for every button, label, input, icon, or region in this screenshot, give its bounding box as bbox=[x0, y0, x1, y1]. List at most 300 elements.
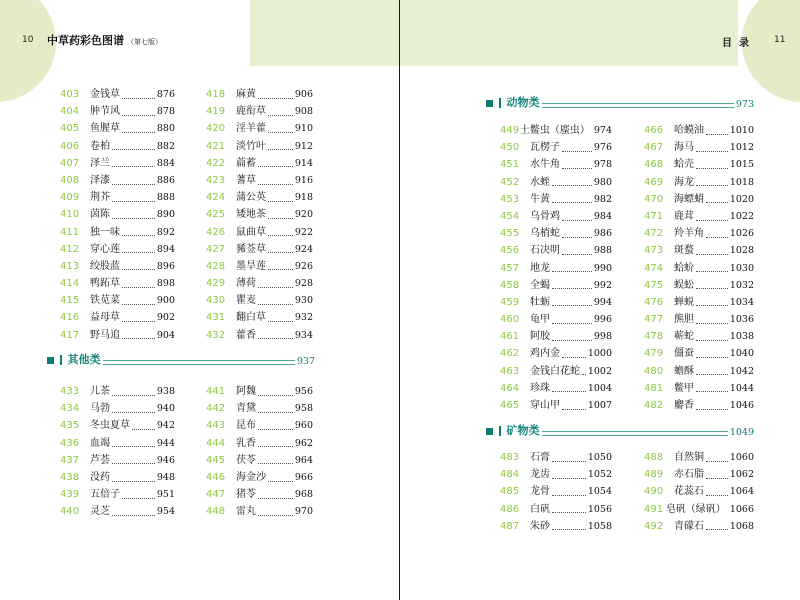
toc-entry[interactable] bbox=[644, 260, 754, 277]
entry-page: 1004 bbox=[587, 382, 612, 394]
dot-leader bbox=[122, 251, 155, 253]
toc-entry[interactable] bbox=[644, 466, 754, 483]
entry-page: 876 bbox=[156, 89, 175, 100]
dot-leader bbox=[552, 460, 586, 462]
entry-number: 429 bbox=[206, 278, 226, 290]
entry-number: 485 bbox=[500, 486, 520, 498]
toc-entry[interactable] bbox=[60, 503, 175, 520]
dot-leader bbox=[122, 114, 155, 116]
entry-number: 461 bbox=[500, 331, 520, 343]
section-rule bbox=[542, 431, 728, 436]
entry-page: 996 bbox=[593, 314, 612, 326]
toc-entry[interactable] bbox=[206, 189, 313, 206]
toc-column bbox=[500, 449, 612, 535]
toc-entry[interactable] bbox=[206, 292, 313, 309]
dot-leader bbox=[706, 236, 728, 238]
dot-leader bbox=[122, 320, 155, 322]
entry-page: 992 bbox=[593, 279, 612, 291]
entry-name: 青黛 bbox=[236, 403, 256, 415]
entry-number: 436 bbox=[60, 437, 80, 449]
entry-name: 五倍子 bbox=[90, 489, 120, 501]
entry-page: 980 bbox=[593, 176, 612, 188]
entry-name: 麻黄 bbox=[236, 89, 256, 100]
entry-number: 439 bbox=[60, 489, 80, 501]
dot-leader bbox=[696, 356, 728, 358]
entry-name: 珍珠 bbox=[530, 382, 550, 394]
entry-number: 441 bbox=[206, 386, 226, 397]
entry-page: 904 bbox=[156, 329, 175, 341]
entry-name: 蟾酥 bbox=[674, 365, 694, 377]
toc-entry[interactable] bbox=[644, 139, 754, 156]
toc-entry[interactable] bbox=[500, 191, 612, 208]
section-rule bbox=[103, 360, 295, 365]
dot-leader bbox=[112, 445, 155, 447]
entry-number: 445 bbox=[206, 454, 226, 466]
dot-leader bbox=[562, 408, 586, 410]
toc-entry[interactable] bbox=[60, 383, 175, 400]
dot-leader bbox=[706, 201, 728, 203]
dot-leader bbox=[258, 183, 293, 185]
entry-number: 454 bbox=[500, 210, 520, 222]
toc-entry[interactable] bbox=[60, 309, 175, 326]
entry-number: 469 bbox=[644, 176, 664, 188]
dot-leader bbox=[132, 428, 155, 430]
dot-leader bbox=[258, 394, 293, 396]
entry-number: 460 bbox=[500, 314, 520, 326]
entry-page: 1000 bbox=[587, 348, 612, 360]
toc-entry[interactable] bbox=[644, 345, 754, 362]
dot-leader bbox=[562, 236, 592, 238]
entry-number: 464 bbox=[500, 382, 520, 394]
dot-leader bbox=[696, 167, 728, 169]
entry-page: 990 bbox=[593, 262, 612, 274]
entry-number: 478 bbox=[644, 331, 664, 343]
toc-entry[interactable] bbox=[500, 225, 612, 242]
entry-number: 459 bbox=[500, 296, 520, 308]
entry-name: 蒲公英 bbox=[236, 192, 266, 204]
entry-name: 矮地茶 bbox=[236, 209, 266, 221]
entry-name: 蝉蜕 bbox=[674, 296, 694, 308]
entry-page: 968 bbox=[294, 489, 313, 501]
entry-number: 408 bbox=[60, 174, 80, 186]
entry-page: 1068 bbox=[729, 520, 754, 532]
entry-page: 1046 bbox=[729, 400, 754, 411]
entry-name: 芦荟 bbox=[90, 454, 110, 466]
toc-entry[interactable] bbox=[644, 501, 754, 518]
entry-number: 451 bbox=[500, 159, 520, 171]
toc-entry[interactable] bbox=[60, 258, 175, 275]
dot-leader bbox=[122, 97, 155, 99]
entry-name: 鳖甲 bbox=[674, 382, 694, 394]
dot-leader bbox=[706, 477, 728, 479]
toc-entry[interactable] bbox=[206, 275, 313, 292]
toc-entry[interactable] bbox=[500, 311, 612, 328]
toc-entry[interactable] bbox=[644, 294, 754, 311]
toc-entry[interactable] bbox=[500, 260, 612, 277]
entry-name: 龟甲 bbox=[530, 314, 550, 326]
toc-entry[interactable] bbox=[60, 417, 175, 434]
toc-entry[interactable] bbox=[206, 327, 313, 344]
entry-name: 马勃 bbox=[90, 403, 110, 415]
toc-entry[interactable] bbox=[500, 380, 612, 397]
entry-number: 474 bbox=[644, 262, 664, 274]
toc-entry[interactable] bbox=[644, 242, 754, 259]
toc-entry[interactable] bbox=[644, 518, 754, 535]
dot-leader bbox=[268, 320, 293, 322]
dot-leader bbox=[258, 428, 293, 430]
toc-column bbox=[60, 383, 175, 521]
dot-leader bbox=[112, 480, 155, 482]
toc-entry[interactable] bbox=[206, 155, 313, 172]
section-bar-icon bbox=[499, 98, 501, 108]
entry-name: 鱼腥草 bbox=[90, 123, 120, 135]
toc-entry[interactable] bbox=[500, 294, 612, 311]
entry-number: 412 bbox=[60, 243, 80, 255]
entry-name: 淫羊藿 bbox=[236, 123, 266, 135]
toc-entry[interactable] bbox=[206, 503, 313, 520]
entry-name: 哈蟆油 bbox=[674, 125, 704, 136]
entry-name: 没药 bbox=[90, 471, 110, 483]
toc-entry[interactable] bbox=[500, 345, 612, 362]
toc-column bbox=[644, 122, 754, 414]
entry-number: 418 bbox=[206, 89, 226, 100]
entry-number: 477 bbox=[644, 314, 664, 326]
toc-entry[interactable] bbox=[500, 363, 612, 380]
toc-entry[interactable] bbox=[206, 469, 313, 486]
entry-name: 翻白草 bbox=[236, 312, 266, 324]
toc-entry[interactable] bbox=[644, 328, 754, 345]
entry-name: 斑蝥 bbox=[674, 245, 694, 257]
entry-number: 479 bbox=[644, 348, 664, 360]
entry-page: 1026 bbox=[729, 228, 754, 240]
toc-entry[interactable] bbox=[644, 174, 754, 191]
entry-number: 423 bbox=[206, 174, 226, 186]
toc-entry[interactable] bbox=[644, 397, 754, 414]
dot-leader bbox=[122, 303, 155, 305]
entry-name: 独一味 bbox=[90, 226, 120, 238]
toc-entry[interactable] bbox=[500, 277, 612, 294]
toc-entry[interactable] bbox=[60, 292, 175, 309]
entry-name: 穿心莲 bbox=[90, 243, 120, 255]
entry-number: 482 bbox=[644, 400, 664, 411]
section-page: 937 bbox=[296, 356, 315, 367]
dot-leader bbox=[122, 497, 155, 499]
entry-name: 泽兰 bbox=[90, 157, 110, 169]
entry-number: 492 bbox=[644, 520, 664, 532]
toc-entry[interactable] bbox=[644, 277, 754, 294]
dot-leader bbox=[268, 234, 293, 236]
toc-entry[interactable] bbox=[206, 103, 313, 120]
entry-number: 488 bbox=[644, 452, 664, 463]
entry-name: 鼠曲草 bbox=[236, 226, 266, 238]
entry-number: 426 bbox=[206, 226, 226, 238]
dot-leader bbox=[258, 337, 293, 339]
section-page: 1049 bbox=[729, 427, 754, 438]
section-title: 其他类 bbox=[67, 353, 101, 366]
entry-name: 铁苋菜 bbox=[90, 295, 120, 307]
entry-number: 419 bbox=[206, 106, 226, 118]
toc-entry[interactable] bbox=[500, 208, 612, 225]
toc-entry[interactable] bbox=[500, 139, 612, 156]
dot-leader bbox=[268, 114, 293, 116]
entry-name: 海金沙 bbox=[236, 471, 266, 483]
section-bar-icon bbox=[60, 355, 62, 365]
entry-page: 1020 bbox=[729, 193, 754, 205]
toc-entry[interactable] bbox=[60, 86, 175, 103]
entry-number: 403 bbox=[60, 89, 80, 100]
entry-number: 431 bbox=[206, 312, 226, 324]
toc-entry[interactable] bbox=[500, 174, 612, 191]
entry-page: 954 bbox=[156, 506, 175, 518]
entry-page: 984 bbox=[593, 210, 612, 222]
toc-entry[interactable] bbox=[500, 518, 612, 535]
toc-entry[interactable] bbox=[60, 138, 175, 155]
entry-name: 全蝎 bbox=[530, 279, 550, 291]
entry-number: 475 bbox=[644, 279, 664, 291]
toc-entry[interactable] bbox=[500, 501, 612, 518]
toc-entry[interactable] bbox=[206, 435, 313, 452]
dot-leader bbox=[258, 514, 293, 516]
toc-entry[interactable] bbox=[60, 241, 175, 258]
toc-entry[interactable] bbox=[60, 206, 175, 223]
entry-name: 蕲蛇 bbox=[674, 331, 694, 343]
toc-entry[interactable] bbox=[644, 363, 754, 380]
entry-name: 海马 bbox=[674, 142, 694, 154]
toc-entry[interactable] bbox=[60, 400, 175, 417]
entry-number: 472 bbox=[644, 228, 664, 240]
toc-entry[interactable] bbox=[500, 483, 612, 500]
entry-number: 422 bbox=[206, 157, 226, 169]
entry-name: 绞股蓝 bbox=[90, 260, 120, 272]
entry-number: 483 bbox=[500, 452, 520, 463]
toc-entry[interactable] bbox=[206, 400, 313, 417]
toc-entry[interactable] bbox=[206, 241, 313, 258]
dot-leader bbox=[258, 97, 293, 99]
entry-name: 金钱白花蛇 bbox=[530, 365, 580, 377]
toc-entry[interactable] bbox=[60, 224, 175, 241]
toc-entry[interactable] bbox=[644, 311, 754, 328]
entry-name: 灵芝 bbox=[90, 506, 110, 518]
toc-entry[interactable] bbox=[206, 86, 313, 103]
dot-leader bbox=[268, 480, 293, 482]
entry-page: 1040 bbox=[729, 348, 754, 360]
entry-name: 花蕊石 bbox=[674, 486, 704, 498]
dot-leader bbox=[552, 511, 586, 513]
toc-entry[interactable] bbox=[60, 275, 175, 292]
entry-name: 豨莶草 bbox=[236, 243, 266, 255]
toc-entry[interactable] bbox=[206, 120, 313, 137]
entry-page: 1060 bbox=[729, 452, 754, 463]
entry-page: 926 bbox=[294, 260, 313, 272]
entry-page: 988 bbox=[593, 245, 612, 257]
entry-number: 468 bbox=[644, 159, 664, 171]
toc-entry[interactable] bbox=[500, 242, 612, 259]
dot-leader bbox=[112, 411, 155, 413]
entry-number: 437 bbox=[60, 454, 80, 466]
entry-page: 982 bbox=[593, 193, 612, 205]
dot-leader bbox=[268, 251, 293, 253]
entry-page: 894 bbox=[156, 243, 175, 255]
dot-leader bbox=[268, 217, 293, 219]
entry-name: 牛黄 bbox=[530, 193, 550, 205]
toc-entry[interactable] bbox=[60, 189, 175, 206]
toc-entry[interactable] bbox=[60, 486, 175, 503]
entry-page: 908 bbox=[294, 106, 313, 118]
entry-name: 荆芥 bbox=[90, 192, 110, 204]
entry-page: 918 bbox=[294, 192, 313, 204]
toc-entry[interactable] bbox=[206, 452, 313, 469]
dot-leader bbox=[258, 303, 293, 305]
dot-leader bbox=[552, 184, 592, 186]
entry-page: 910 bbox=[294, 123, 313, 135]
entry-page: 998 bbox=[593, 331, 612, 343]
toc-entry[interactable] bbox=[206, 258, 313, 275]
header-band bbox=[400, 0, 738, 66]
entry-number: 463 bbox=[500, 365, 520, 377]
dot-leader bbox=[112, 394, 155, 396]
entry-number: 458 bbox=[500, 279, 520, 291]
header-band bbox=[250, 0, 400, 66]
entry-name: 青礞石 bbox=[674, 520, 704, 532]
dot-leader bbox=[112, 217, 155, 219]
entry-name: 益母草 bbox=[90, 312, 120, 324]
edition-label: （第七版） bbox=[127, 38, 162, 46]
entry-number: 421 bbox=[206, 140, 226, 152]
dot-leader bbox=[112, 462, 155, 464]
entry-page: 1064 bbox=[729, 486, 754, 498]
entry-name: 瞿麦 bbox=[236, 295, 256, 307]
toc-entry[interactable] bbox=[206, 383, 313, 400]
entry-page: 946 bbox=[156, 454, 175, 466]
toc-column bbox=[500, 122, 612, 414]
entry-page: 924 bbox=[294, 243, 313, 255]
entry-name: 皂矾（绿矾） bbox=[665, 503, 726, 515]
entry-number: 490 bbox=[644, 486, 664, 498]
entry-name: 冬虫夏草 bbox=[90, 420, 130, 432]
entry-name: 茵陈 bbox=[90, 209, 110, 221]
toc-entry[interactable] bbox=[500, 156, 612, 173]
dot-leader bbox=[268, 131, 293, 133]
entry-number: 427 bbox=[206, 243, 226, 255]
entry-number: 440 bbox=[60, 506, 80, 518]
entry-number: 424 bbox=[206, 192, 226, 204]
toc-entry[interactable] bbox=[206, 309, 313, 326]
book-title bbox=[47, 32, 162, 48]
entry-page: 1062 bbox=[729, 469, 754, 481]
dot-leader bbox=[562, 219, 592, 221]
toc-entry[interactable] bbox=[206, 206, 313, 223]
dot-leader bbox=[696, 390, 728, 392]
toc-entry[interactable] bbox=[206, 417, 313, 434]
entry-page: 930 bbox=[294, 295, 313, 307]
dot-leader bbox=[552, 494, 586, 496]
toc-entry[interactable] bbox=[60, 103, 175, 120]
toc-entry[interactable] bbox=[60, 469, 175, 486]
entry-number: 446 bbox=[206, 471, 226, 483]
entry-number: 414 bbox=[60, 278, 80, 290]
entry-page: 964 bbox=[294, 454, 313, 466]
entry-name: 野马追 bbox=[90, 329, 120, 341]
entry-number: 448 bbox=[206, 506, 226, 518]
entry-page: 878 bbox=[156, 106, 175, 118]
entry-page: 1038 bbox=[729, 331, 754, 343]
entry-page: 920 bbox=[294, 209, 313, 221]
toc-entry[interactable] bbox=[500, 466, 612, 483]
dot-leader bbox=[258, 462, 293, 464]
entry-page: 1028 bbox=[729, 245, 754, 257]
entry-page: 1022 bbox=[729, 210, 754, 222]
entry-number: 480 bbox=[644, 365, 664, 377]
toc-entry[interactable] bbox=[644, 156, 754, 173]
dot-leader bbox=[122, 234, 155, 236]
entry-name: 石决明 bbox=[530, 245, 560, 257]
toc-entry[interactable] bbox=[644, 191, 754, 208]
toc-entry[interactable] bbox=[206, 138, 313, 155]
entry-name: 白矾 bbox=[530, 503, 550, 515]
toc-entry[interactable] bbox=[644, 483, 754, 500]
toc-entry[interactable] bbox=[60, 120, 175, 137]
toc-entry[interactable] bbox=[206, 172, 313, 189]
toc-entry[interactable] bbox=[500, 397, 612, 414]
entry-page: 1012 bbox=[729, 142, 754, 154]
toc-entry[interactable] bbox=[644, 449, 754, 466]
entry-number: 462 bbox=[500, 348, 520, 360]
dot-leader bbox=[258, 445, 293, 447]
entry-page: 944 bbox=[156, 437, 175, 449]
entry-number: 486 bbox=[500, 503, 520, 515]
entry-name: 水牛角 bbox=[530, 159, 560, 171]
toc-entry[interactable] bbox=[60, 172, 175, 189]
toc-label: 目录 bbox=[722, 38, 756, 49]
toc-entry[interactable] bbox=[60, 452, 175, 469]
dot-leader bbox=[696, 322, 728, 324]
entry-number: 467 bbox=[644, 142, 664, 154]
entry-number: 416 bbox=[60, 312, 80, 324]
toc-entry[interactable] bbox=[60, 435, 175, 452]
dot-leader bbox=[268, 148, 293, 150]
toc-entry[interactable] bbox=[644, 225, 754, 242]
entry-name: 地龙 bbox=[530, 262, 550, 274]
entry-page: 900 bbox=[156, 295, 175, 307]
entry-name: 蛤壳 bbox=[674, 159, 694, 171]
toc-entry[interactable] bbox=[644, 380, 754, 397]
entry-page: 932 bbox=[294, 312, 313, 324]
dot-leader bbox=[696, 184, 728, 186]
dot-leader bbox=[552, 322, 592, 324]
entry-page: 892 bbox=[156, 226, 175, 238]
entry-page: 902 bbox=[156, 312, 175, 324]
entry-page: 940 bbox=[156, 403, 175, 415]
entry-name: 羚羊角 bbox=[674, 228, 704, 240]
toc-entry[interactable] bbox=[500, 328, 612, 345]
toc-entry[interactable] bbox=[500, 449, 612, 466]
toc-entry[interactable] bbox=[60, 327, 175, 344]
entry-number: 487 bbox=[500, 520, 520, 532]
entry-number: 434 bbox=[60, 403, 80, 415]
toc-entry[interactable] bbox=[500, 122, 612, 139]
entry-name: 海龙 bbox=[674, 176, 694, 188]
entry-name: 自然铜 bbox=[674, 452, 704, 463]
toc-entry[interactable] bbox=[206, 224, 313, 241]
dot-leader bbox=[696, 270, 728, 272]
entry-name: 猪苓 bbox=[236, 489, 256, 501]
toc-entry[interactable] bbox=[644, 208, 754, 225]
entry-number: 466 bbox=[644, 125, 664, 136]
toc-entry[interactable] bbox=[60, 155, 175, 172]
toc-entry[interactable] bbox=[206, 486, 313, 503]
toc-entry[interactable] bbox=[644, 122, 754, 139]
entry-page: 974 bbox=[593, 125, 612, 136]
